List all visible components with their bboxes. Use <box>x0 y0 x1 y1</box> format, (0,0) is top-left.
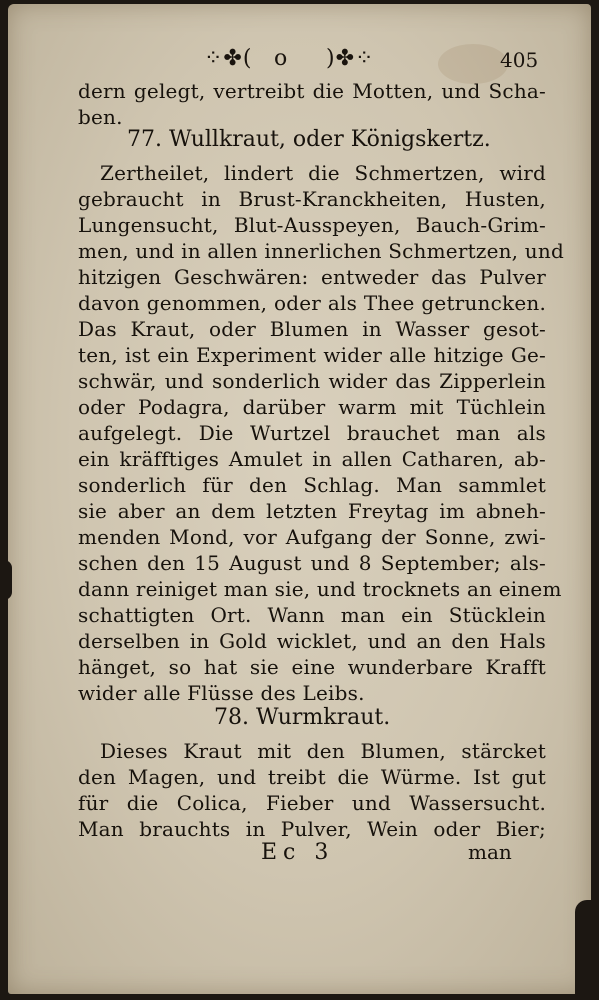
text-line: derselben in Gold wicklet, und an den Hals <box>78 629 546 653</box>
page-header <box>8 46 591 76</box>
text-line: Dieses Kraut mit den Blumen, stärcket <box>100 739 546 763</box>
text-line: den Magen, und treibt die Würme. Ist gut <box>78 765 546 789</box>
ornament-left: ⁘✤( <box>204 46 253 71</box>
header-sign: o <box>274 46 288 71</box>
text-line: ein kräfftiges Amulet in allen Catharen, ab- <box>78 447 546 471</box>
text-line: men, und in allen innerlichen Schmertzen, und <box>78 239 564 263</box>
text-line: Man brauchts in Pulver, Wein oder Bier; <box>78 817 546 841</box>
text-line: schattigten Ort. Wann man ein Stücklein <box>78 603 546 627</box>
text-line: dann reiniget man sie, und trocknets an einem <box>78 577 562 601</box>
text-line: ben. <box>78 105 123 129</box>
text-line: schen den 15 August und 8 September; als- <box>78 551 546 575</box>
text-line: Zertheilet, lindert die Schmertzen, wird <box>100 161 546 185</box>
text-line: hänget, so hat sie eine wunderbare Krafft <box>78 655 546 679</box>
text-line: dern gelegt, vertreibt die Motten, und Scha- <box>78 79 546 103</box>
text-line: sonderlich für den Schlag. Man sammlet <box>78 473 546 497</box>
text-line: oder Podagra, darüber warm mit Tüchlein <box>78 395 546 419</box>
signature-mark: Ec 3 <box>261 840 335 865</box>
text-line: davon genommen, oder als Thee getruncken. <box>78 291 546 315</box>
text-line: für die Colica, Fieber und Wassersucht. <box>78 791 546 815</box>
text-line: sie aber an dem letzten Freytag im abneh- <box>78 499 546 523</box>
ornament-right: )✤⁘ <box>326 46 375 71</box>
text-line: schwär, und sonderlich wider das Zipperlein <box>78 369 546 393</box>
text-line: ten, ist ein Experiment wider alle hitzige Ge- <box>78 343 546 367</box>
text-line: Das Kraut, oder Blumen in Wasser gesot- <box>78 317 546 341</box>
book-page <box>8 4 591 994</box>
text-line: menden Mond, vor Aufgang der Sonne, zwi- <box>78 525 546 549</box>
section-heading-78: 78. Wurmkraut. <box>214 705 391 730</box>
text-line: aufgelegt. Die Wurtzel brauchet man als <box>78 421 546 445</box>
text-line: wider alle Flüsse des Leibs. <box>78 681 365 705</box>
page-number: 405 <box>500 48 539 72</box>
catchword: man <box>468 840 512 864</box>
text-line: gebraucht in Brust-Kranckheiten, Husten, <box>78 187 546 211</box>
text-line: hitzigen Geschwären: entweder das Pulver <box>78 265 546 289</box>
page-tear <box>0 560 12 600</box>
text-line: Lungensucht, Blut-Ausspeyen, Bauch-Grim- <box>78 213 546 237</box>
section-heading-77: 77. Wullkraut, oder Königskertz. <box>127 127 491 152</box>
page-tear <box>575 900 599 1000</box>
